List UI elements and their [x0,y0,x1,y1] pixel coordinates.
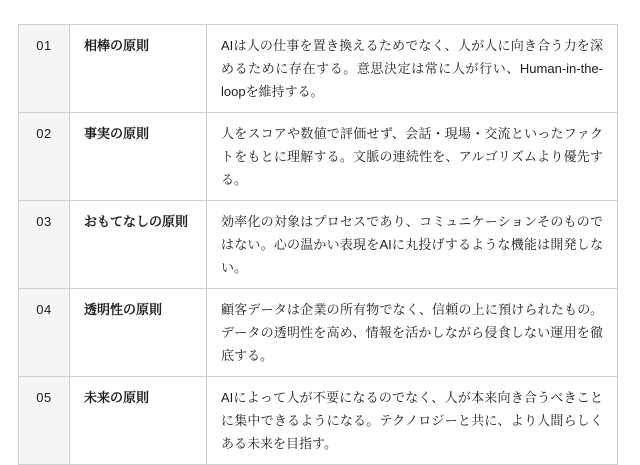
principle-title: 相棒の原則 [70,25,207,112]
row-number: 03 [19,201,70,288]
principle-title: 透明性の原則 [70,289,207,376]
principle-description: 効率化の対象はプロセスであり、コミュニケーションそのものではない。心の温かい表現をAIに丸投げするような機能は開発しない。 [221,214,603,275]
principle-title: 事実の原則 [70,113,207,200]
table-row [19,201,617,289]
row-number: 04 [19,289,70,376]
principle-description: AIは人の仕事を置き換えるためでなく、人が人に向き合う力を深めるために存在する。意思決定は常に人が行い、Human-in-the-loopを維持する。 [221,38,603,99]
principle-description: 人をスコアや数値で評価せず、会話・現場・交流といったファクトをもとに理解する。文脈の連続性を、アルゴリズムより優先する。 [221,126,603,187]
row-number: 05 [19,377,70,464]
table-row [19,113,617,201]
principle-title: 未来の原則 [70,377,207,464]
table-row [19,289,617,377]
row-number: 01 [19,25,70,112]
principles-table [18,24,618,465]
principle-title: おもてなしの原則 [70,201,207,288]
row-number: 02 [19,113,70,200]
table-row [19,377,617,465]
table-row [19,25,617,113]
principle-description: 顧客データは企業の所有物でなく、信頼の上に預けられたもの。データの透明性を高め、情報を活かしながら侵食しない運用を徹底する。 [221,302,603,363]
principle-description: AIによって人が不要になるのでなく、人が本来向き合うべきことに集中できるようになる。テクノロジーと共に、より人間らしくある未来を目指す。 [221,390,603,451]
